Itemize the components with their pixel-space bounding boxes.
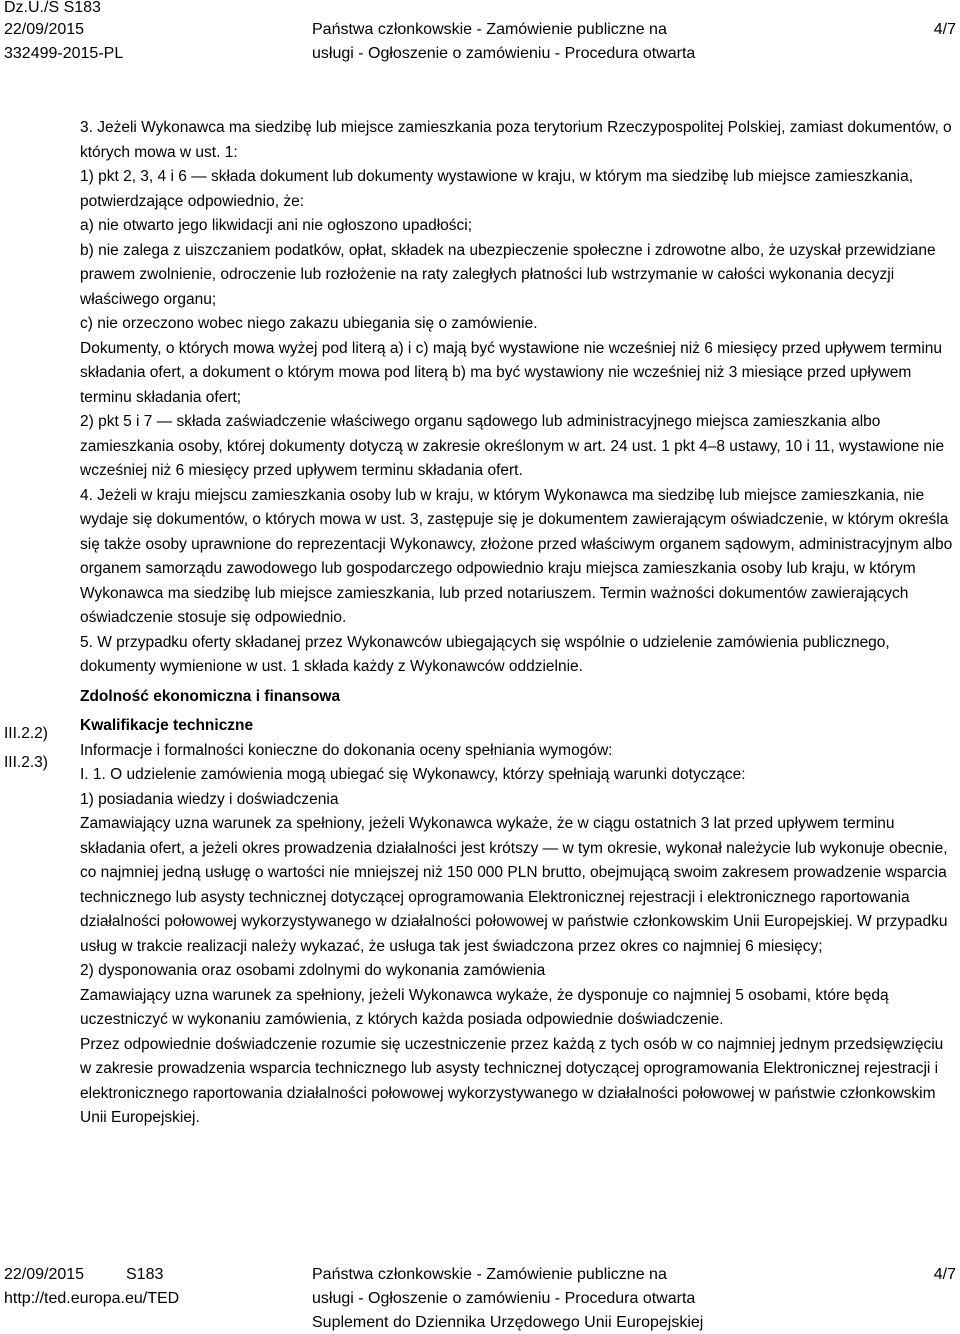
paragraph-3-1-c: c) nie orzeczono wobec niego zakazu ubiegania się o zamówienie. <box>80 315 538 332</box>
footer-code: S183 <box>126 1266 164 1283</box>
paragraph-personnel-condition: Zamawiający uzna warunek za spełniony, jeżeli Wykonawca wykaże, że dysponuje co najmniej 5 osobami, które będą uczestniczyć w wykonaniu zamówienia, z których każda posiada odpowiednie doświadczenie. <box>80 986 889 1028</box>
footer-title-line1: Państwa członkowskie - Zamówienie publiczne na <box>312 1266 667 1283</box>
paragraph-knowledge-experience: 1) posiadania wiedzy i doświadczenia <box>80 790 339 808</box>
paragraph-5: 5. W przypadku oferty składanej przez Wykonawców ubiegających się wspólnie o udzielenie zamówienia publicznego, dokumenty wymienione w ust. 1 składa każdy z Wykonawców oddzielnie. <box>80 633 890 675</box>
paragraph-personnel: 2) dysponowania oraz osobami zdolnymi do wykonania zamówienia <box>80 962 546 979</box>
paragraph-3-2: 2) pkt 5 i 7 — składa zaświadczenie właściwego organu sądowego lub administracyjnego miejsca zamieszkania albo zamieszkania osoby, której dokumenty dotyczą w zakresie określonym w art. 24 ust. 1 pkt 4–8 ustawy, 10 i 11, wystawione nie wcześniej niż 6 miesięcy przed upływem terminu składania ofert. <box>80 413 945 479</box>
paragraph-i-1: I. 1. O udzielenie zamówienia mogą ubiegać się Wykonawcy, którzy spełniają warunki dotyczące: <box>80 766 746 783</box>
heading-technical-qualifications: Kwalifikacje techniczne <box>80 717 254 734</box>
header-title-line2: usługi - Ogłoszenie o zamówieniu - Procedura otwarta <box>312 45 696 62</box>
paragraph-3-1-a: a) nie otwarto jego likwidacji ani nie ogłoszono upadłości; <box>80 217 473 234</box>
journal-ref: Dz.U./S S183 <box>4 0 101 16</box>
header-title-line1: Państwa członkowskie - Zamówienie publiczne na <box>312 21 667 38</box>
footer-supplement: Suplement do Dziennika Urzędowego Unii Europejskiej <box>312 1314 704 1331</box>
paragraph-experience-definition: Przez odpowiednie doświadczenie rozumie się uczestniczenie przez każdą z tych osób w co najmniej jednym przedsięwzięciu w zakresie prowadzenia wsparcia technicznego lub asysty technicznej dotyczącej oprogramowania Elektronicznej rejestracji i elektronicznego raportowania działalności połowowej wykorzystywanego w działalności połowowej w państwie członkowskim Unii Europejskiej. <box>80 1035 944 1126</box>
paragraph-documents-validity: Dokumenty, o których mowa wyżej pod literą a) i c) mają być wystawione nie wcześniej niż 6 miesięcy przed upływem terminu składania ofert, a dokument o którym mowa pod literą b) ma być wystawiony nie wcześniej niż 3 miesiące przed upływem terminu składania ofert; <box>80 339 943 406</box>
footer-date: 22/09/2015 <box>4 1266 85 1283</box>
footer-url: http://ted.europa.eu/TED <box>4 1290 180 1307</box>
publication-date: 22/09/2015 <box>4 21 85 38</box>
paragraph-requirements-intro: Informacje i formalności konieczne do dokonania oceny spełniania wymogów: <box>80 741 613 759</box>
paragraph-3-1: 1) pkt 2, 3, 4 i 6 — składa dokument lub dokumenty wystawione w kraju, w którym ma siedzibę lub miejsce zamieszkania, potwierdzające odpowiednio, że: <box>80 168 914 210</box>
page-footer <box>0 1262 960 1334</box>
main-content <box>80 116 954 1131</box>
page-header <box>0 0 960 70</box>
footer-page-number: 4/7 <box>933 1266 956 1283</box>
paragraph-3-1-b: b) nie zalega z uiszczaniem podatków, opłat, składek na ubezpieczenie społeczne i zdrowotne albo, że uzyskał przewidziane prawem zwolnienie, odroczenie lub rozłożenie na raty zaległych płatności lub wstrzymanie w całości wykonania decyzji właściwego organu; <box>80 241 936 308</box>
notice-number: 332499-2015-PL <box>4 45 124 62</box>
heading-economic-capacity: Zdolność ekonomiczna i finansowa <box>80 687 341 705</box>
footer-title-line2: usługi - Ogłoszenie o zamówieniu - Procedura otwarta <box>312 1290 696 1307</box>
paragraph-4: 4. Jeżeli w kraju miejscu zamieszkania osoby lub w kraju, w którym Wykonawca ma siedzibę lub miejsce zamieszkania, nie wydaje się dokumentów, o których mowa w ust. 3, zastępuje się je dokumentem zawierającym oświadczenie, w którym określa się także osoby uprawnione do reprezentacji Wykonawcy, złożone przed właściwym organem sądowym, administracyjnym albo organem samorządu zawodowego lub gospodarczego odpowiednio kraju miejsca zamieszkania osoby lub kraju, w którym Wykonawca ma siedzibę lub miejsce zamieszkania, lub przed notariuszem. Termin ważności dokumentów zawierających oświadczenie stosuje się odpowiednio. <box>80 486 953 626</box>
header-page-number: 4/7 <box>933 21 956 38</box>
paragraph-experience-condition: Zamawiający uzna warunek za spełniony, jeżeli Wykonawca wykaże, że w ciągu ostatnich 3 lat przed upływem terminu składania ofert, a jeżeli okres prowadzenia działalności jest krótszy — w tym okresie, wykonał należycie lub wykonuje obecnie, co najmniej jedną usługę o wartości nie mniejszej niż 150 000 PLN brutto, obejmującą swoim zakresem prowadzenie wsparcia technicznego lub asysty technicznej dotyczącej oprogramowania Elektronicznej rejestracji i elektronicznego raportowania działalności połowowej wykorzystywanego w działalności połowowej w państwie członkowskim Unii Europejskiej. W przypadku usług w trakcie realizacji należy wykazać, że usługa tak jest świadczona przez okres co najmniej 6 miesięcy; <box>80 815 948 955</box>
section-number-iii-2-2: III.2.2) <box>4 725 48 742</box>
section-number-iii-2-3: III.2.3) <box>4 754 48 771</box>
paragraph-3: 3. Jeżeli Wykonawca ma siedzibę lub miejsce zamieszkania poza terytorium Rzeczypospolitej Polskiej, zamiast dokumentów, o których mowa w ust. 1: <box>80 119 952 161</box>
